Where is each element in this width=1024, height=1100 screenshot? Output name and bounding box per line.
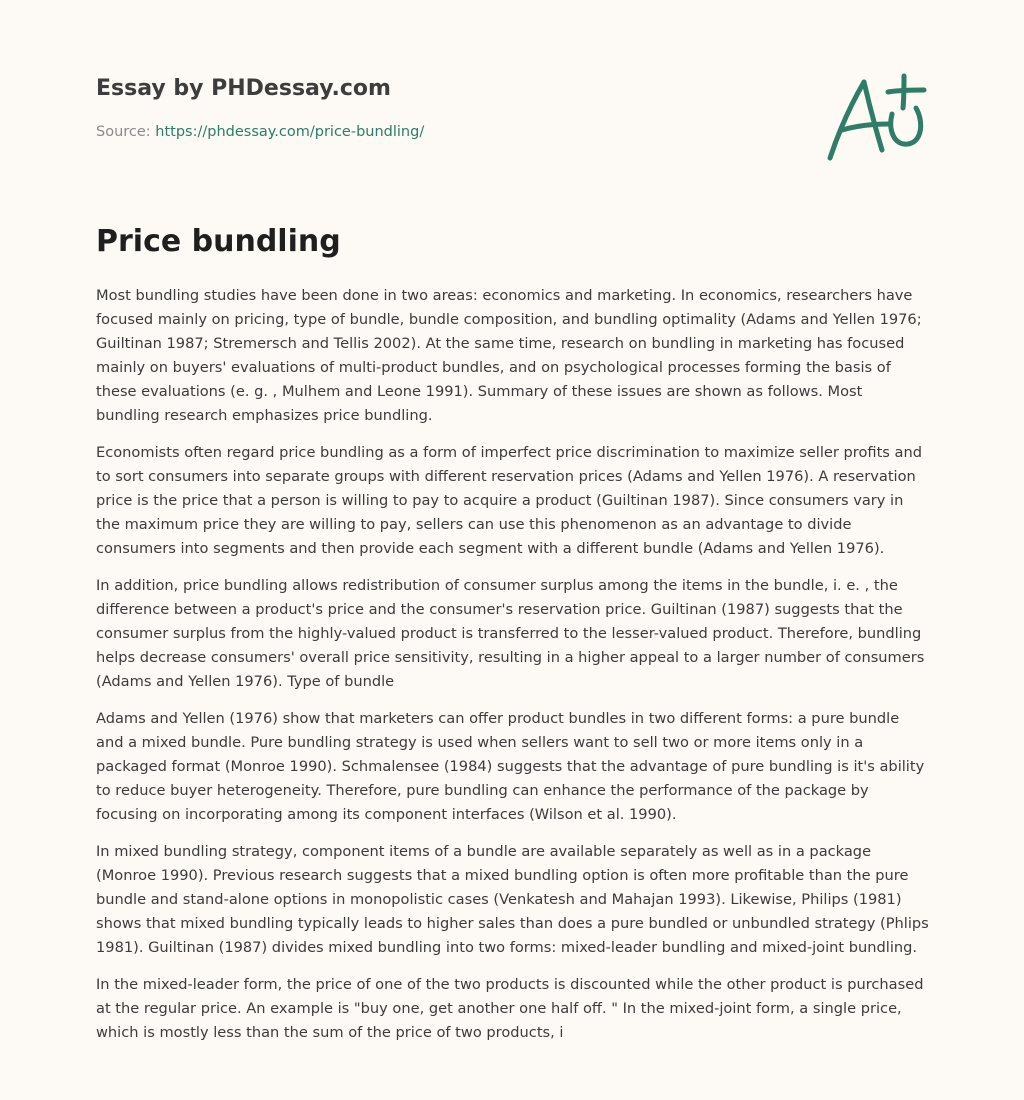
source-link[interactable]: https://phdessay.com/price-bundling/ [155,124,425,140]
paragraph: Most bundling studies have been done in two areas: economics and marketing. In economics, researchers have focused mainly on pricing, type of bundle, bundle composition, and bundling optimality (Adams and Yellen 1976; Guiltinan 1987; Stremersch and Tellis 2002). At the same time, research on bundling in marketing has focused mainly on buyers' evaluations of multi-product bundles, and on psychological processes forming the basis of these evaluations (e. g. , Mulhem and Leone 1991). Summary of these issues are shown as follows. Most bundling research emphasizes price bundling. [96,287,922,424]
essay-body [96,284,930,1058]
paragraph: In the mixed-leader form, the price of one of the two products is discounted while the other product is purchased at the regular price. An example is "buy one, get another one half off. " In the mixed-joint form, a single price, which is mostly less than the sum of the price of two products, i [96,976,924,1041]
paragraph: In mixed bundling strategy, component items of a bundle are available separately as well as in a package (Monroe 1990). Previous research suggests that a mixed bundling option is often more profitable than the pure bundle and stand-alone options in monopolistic cases (Venkatesh and Mahajan 1993). Likewise, Philips (1981) shows that mixed bundling typically leads to higher sales than does a pure bundled or unbundled strategy (Phlips 1981). Guiltinan (1987) divides mixed bundling into two forms: mixed-leader bundling and mixed-joint bundling. [96,843,929,956]
paragraph: Adams and Yellen (1976) show that marketers can offer product bundles in two different forms: a pure bundle and a mixed bundle. Pure bundling strategy is used when sellers want to sell two or more items only in a packaged format (Monroe 1990). Schmalensee (1984) suggests that the advantage of pure bundling is it's ability to reduce buyer heterogeneity. Therefore, pure bundling can enhance the performance of the package by focusing on incorporating among its component interfaces (Wilson et al. 1990). [96,710,925,823]
essay-title: Price bundling [96,224,341,259]
paragraph: In addition, price bundling allows redistribution of consumer surplus among the items in the bundle, i. e. , the difference between a product's price and the consumer's reservation price. Guiltinan (1987) suggests that the consumer surplus from the highly-valued product is transferred to the lesser-valued product. Therefore, bundling helps decrease consumers' overall price sensitivity, resulting in a higher appeal to a larger number of consumers (Adams and Yellen 1976). Type of bundle [96,577,925,690]
source-label: Source: [96,124,156,140]
site-brand: Essay by PHDessay.com [96,76,391,101]
a-plus-logo-icon [822,68,928,164]
paragraph: Economists often regard price bundling as a form of imperfect price discrimination to maximize seller profits and to sort consumers into separate groups with different reservation prices (Adams and Yellen 1976). A reservation price is the price that a person is willing to pay to acquire a product (Guiltinan 1987). Since consumers vary in the maximum price they are willing to pay, sellers can use this phenomenon as an advantage to divide consumers into segments and then provide each segment with a different bundle (Adams and Yellen 1976). [96,444,922,557]
source-line [96,124,424,140]
